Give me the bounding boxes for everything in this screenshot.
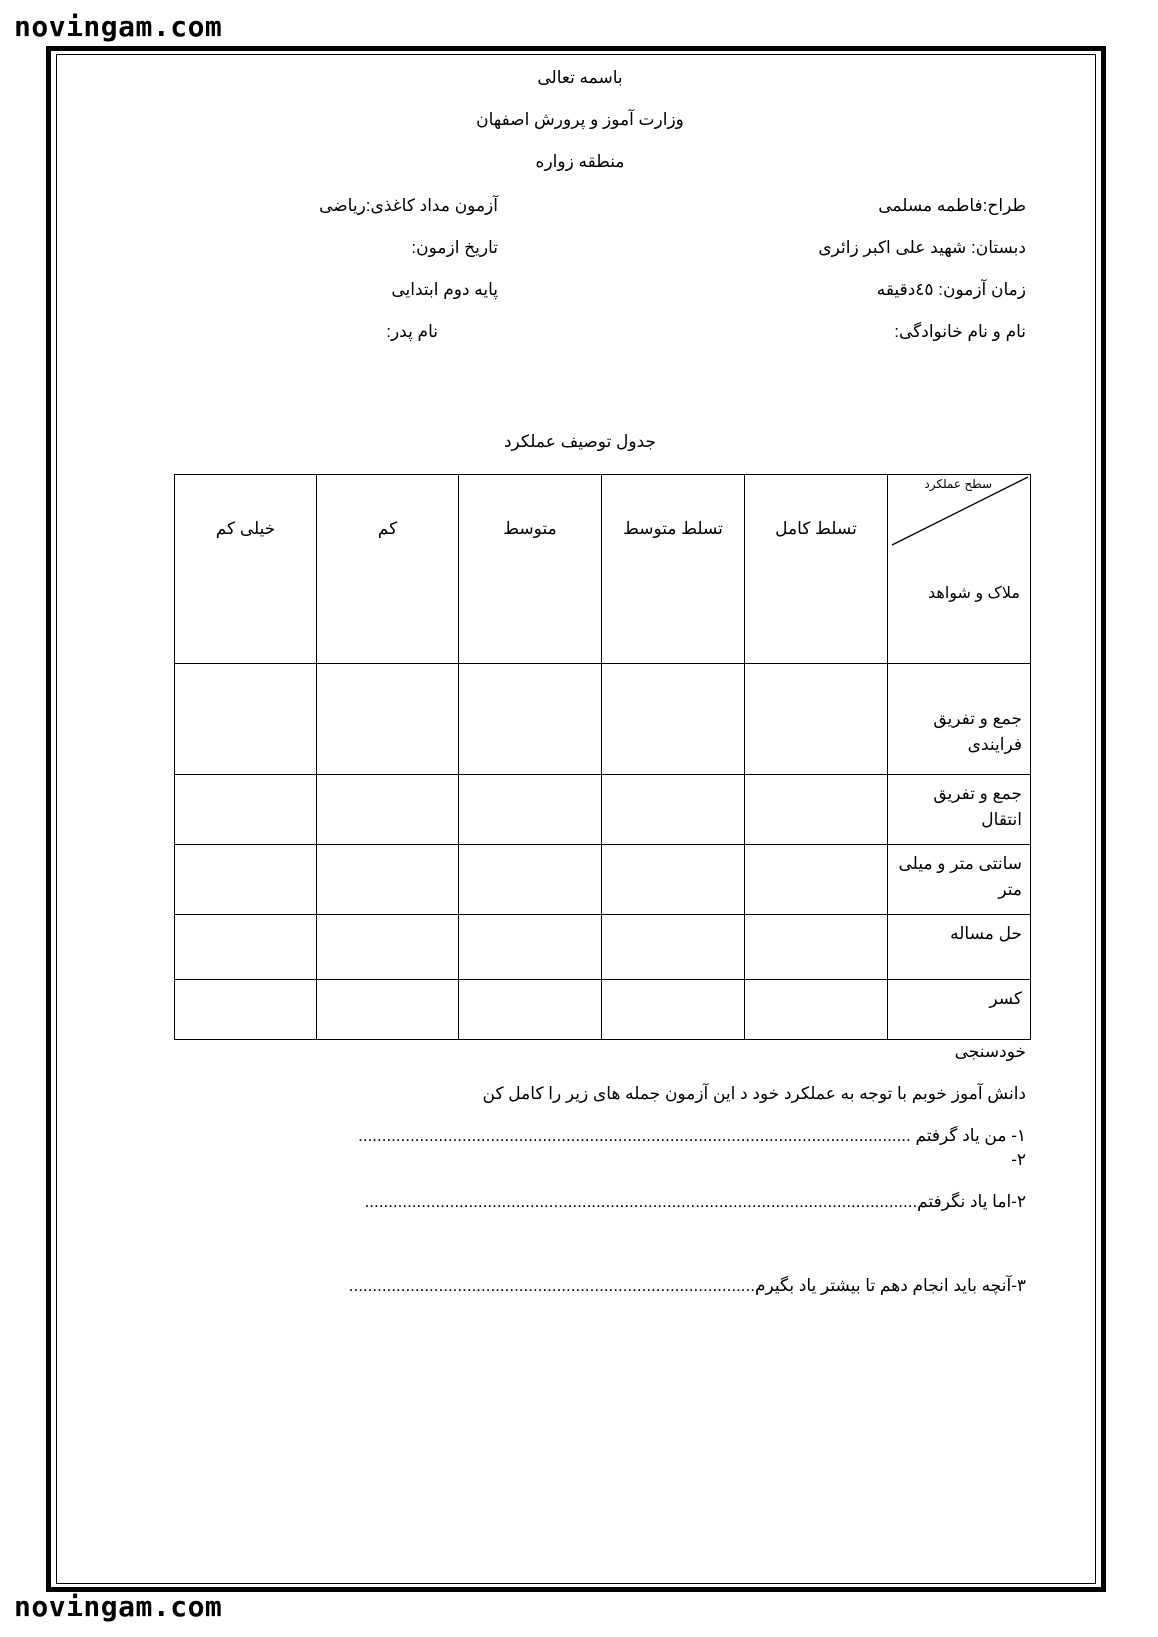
table-cell[interactable]	[317, 980, 459, 1040]
criterion-cell: حل مساله	[888, 915, 1031, 980]
father-name-label: نام پدر:	[386, 322, 438, 341]
exam-date-label: تاریخ ازمون:	[411, 238, 498, 257]
student-name-label: نام و نام خانوادگی:	[894, 322, 1026, 341]
level-header-low: کم	[317, 475, 459, 664]
table-cell[interactable]	[745, 775, 888, 845]
exam-subject-label: آزمون مداد کاغذی:ریاضی	[319, 196, 498, 215]
table-row	[175, 980, 1031, 1040]
level-header-full: تسلط کامل	[745, 475, 888, 664]
self-assessment-item-3[interactable]: ٣-آنچه باید انجام دهم تا بیشتر یاد بگیرم......................................................................................	[348, 1276, 1026, 1295]
table-row	[175, 915, 1031, 980]
self-assessment-item-1b: ٢-	[1011, 1150, 1026, 1169]
table-cell[interactable]	[175, 915, 317, 980]
table-cell[interactable]	[175, 664, 317, 775]
self-assessment-intro: دانش آموز خوبم با توجه به عملکرد خود د این آزمون جمله های زیر را کامل کن	[482, 1084, 1026, 1103]
corner-bottom-label: ملاک و شواهد	[927, 585, 1020, 602]
table-cell[interactable]	[459, 980, 602, 1040]
table-cell[interactable]	[175, 775, 317, 845]
level-header-very-low: خیلی کم	[175, 475, 317, 664]
table-title: جدول توصیف عملکرد	[503, 432, 657, 451]
table-header-row	[175, 475, 1031, 664]
level-header-average: متوسط	[459, 475, 602, 664]
table-cell[interactable]	[459, 915, 602, 980]
school-label: دبستان: شهید علی اکبر زائری	[818, 238, 1026, 257]
criterion-cell: جمع و تفریق انتقال	[888, 775, 1031, 845]
table-cell[interactable]	[317, 915, 459, 980]
table-cell[interactable]	[745, 980, 888, 1040]
self-assessment-item-2[interactable]: ٢-اما یاد نگرفتم.....................................................................................................................	[364, 1192, 1026, 1211]
watermark-top: novingam.com	[14, 10, 223, 43]
table-row	[175, 664, 1031, 775]
criterion-cell: سانتی متر و میلی متر	[888, 845, 1031, 915]
table-cell[interactable]	[602, 915, 745, 980]
table-cell[interactable]	[602, 845, 745, 915]
table-cell[interactable]	[175, 845, 317, 915]
table-cell[interactable]	[745, 915, 888, 980]
table-cell[interactable]	[459, 664, 602, 775]
criterion-cell: کسر	[888, 980, 1031, 1040]
table-cell[interactable]	[317, 845, 459, 915]
watermark-bottom: novingam.com	[14, 1590, 223, 1623]
corner-top-label: سطح عملکرد	[924, 477, 992, 491]
table-cell[interactable]	[175, 980, 317, 1040]
criterion-cell: جمع و تفریق فرایندی	[888, 664, 1031, 775]
table-cell[interactable]	[317, 775, 459, 845]
table-cell[interactable]	[745, 664, 888, 775]
level-header-moderate-mastery: تسلط متوسط	[602, 475, 745, 664]
table-cell[interactable]	[317, 664, 459, 775]
header-bismillah: باسمه تعالی	[537, 68, 623, 87]
table-cell[interactable]	[459, 775, 602, 845]
self-assessment-item-1[interactable]: ١- من یاد گرفتم .....................................................................................................................	[358, 1126, 1026, 1145]
table-cell[interactable]	[459, 845, 602, 915]
header-region: منطقه زواره	[535, 152, 625, 171]
grade-label: پایه دوم ابتدایی	[391, 280, 498, 299]
table-cell[interactable]	[745, 845, 888, 915]
duration-label: زمان آزمون: ٤٥دقیقه	[876, 280, 1026, 299]
table-row	[175, 845, 1031, 915]
table-cell[interactable]	[602, 664, 745, 775]
corner-cell	[888, 475, 1031, 664]
table-cell[interactable]	[602, 775, 745, 845]
table-cell[interactable]	[602, 980, 745, 1040]
performance-table	[174, 474, 1031, 1040]
header-ministry: وزارت آموز و پرورش اصفهان	[476, 110, 684, 129]
table-row	[175, 775, 1031, 845]
designer-label: طراح:فاطمه مسلمی	[878, 196, 1026, 215]
self-assessment-title: خودسنجی	[954, 1042, 1026, 1061]
